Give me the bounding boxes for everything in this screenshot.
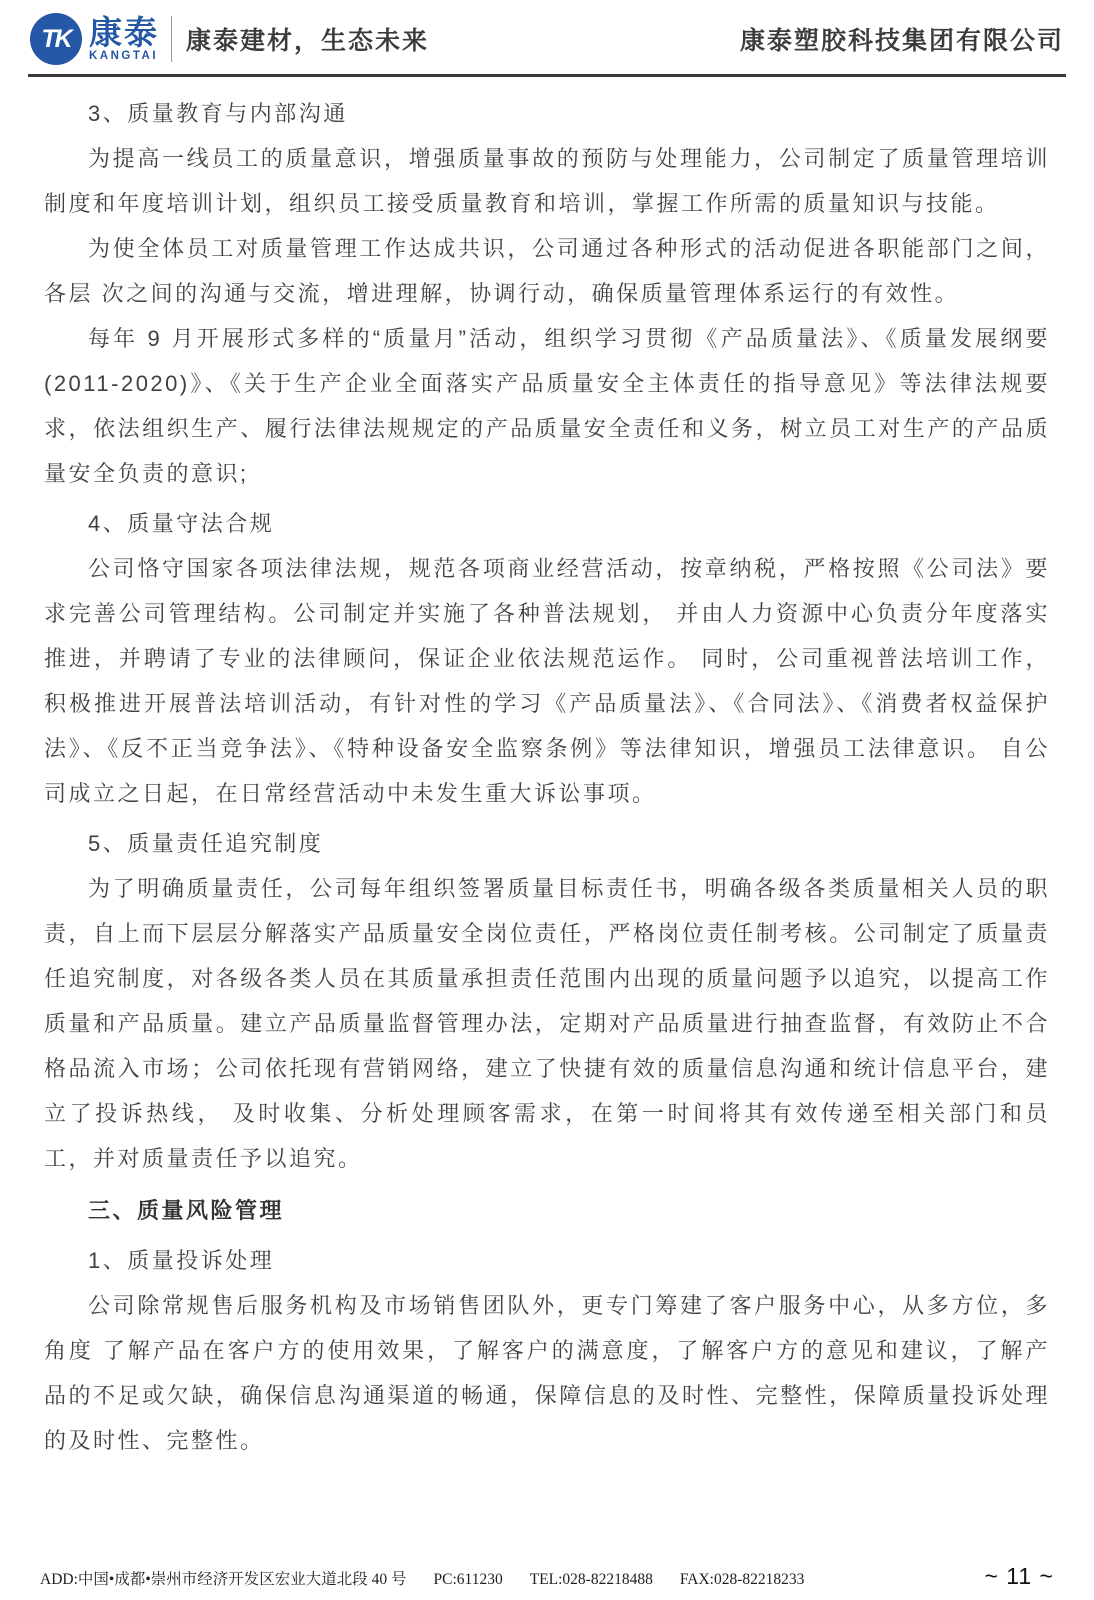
section-heading: 3、质量教育与内部沟通 <box>88 101 348 126</box>
page-footer <box>40 1563 1054 1590</box>
paragraph: 为使全体员工对质量管理工作达成共识，公司通过各种形式的活动促进各职能部门之间，各层 次之间的沟通与交流，增进理解，协调行动，确保质量管理体系运行的有效性。 <box>44 236 1050 306</box>
logo-brand-text <box>89 13 159 63</box>
logo-tk-icon <box>30 13 82 65</box>
logo-divider <box>171 16 172 62</box>
document-body <box>44 91 1050 1463</box>
footer-address: ADD:中国•成都•崇州市经济开发区宏业大道北段 40 号 <box>40 1571 407 1588</box>
section-heading: 1、质量投诉处理 <box>88 1248 275 1273</box>
company-logo <box>30 13 429 65</box>
brand-name-en: KANGTAI <box>89 49 159 62</box>
page-header <box>28 0 1066 77</box>
section-heading: 4、质量守法合规 <box>88 511 275 536</box>
paragraph: 每年 9 月开展形式多样的“质量月”活动，组织学习贯彻《产品质量法》、《质量发展纲要(2011-2020)》、《关于生产企业全面落实产品质量安全主体责任的指导意见》等法律法规要求，依法组织生产、履行法律法规规定的产品质量安全责任和义务，树立员工对生产的产品质量安全负责的意识; <box>44 326 1050 486</box>
footer-postcode: PC:611230 <box>433 1571 503 1588</box>
company-name: 康泰塑胶科技集团有限公司 <box>739 27 1064 55</box>
paragraph: 为了明确质量责任，公司每年组织签署质量目标责任书，明确各级各类质量相关人员的职责，自上而下层层分解落实产品质量安全岗位责任，严格岗位责任制考核。公司制定了质量责任追究制度，对各级各类人员在其质量承担责任范围内出现的质量问题予以追究，以提高工作质量和产品质量。建立产品质量监督管理办法，定期对产品质量进行抽查监督，有效防止不合格品流入市场；公司依托现有营销网络，建立了快捷有效的质量信息沟通和统计信息平台，建立了投诉热线， 及时收集、分析处理顾客需求，在第一时间将其有效传递至相关部门和员工，并对质量责任予以追究。 <box>44 876 1050 1171</box>
footer-fax: FAX:028-82218233 <box>679 1571 805 1588</box>
logo-monogram: TK <box>41 24 71 53</box>
paragraph: 公司恪守国家各项法律法规，规范各项商业经营活动，按章纳税，严格按照《公司法》要求完善公司管理结构。公司制定并实施了各种普法规划， 并由人力资源中心负责分年度落实推进，并聘请了专业的法律顾问，保证企业依法规范运作。 同时，公司重视普法培训工作，积极推进开展普法培训活动，有针对性的学习《产品质量法》、《合同法》、《消费者权益保护法》、《反不正当竞争法》、《特种设备安全监察条例》等法律知识，增强员工法律意识。 自公司成立之日起，在日常经营活动中未发生重大诉讼事项。 <box>44 556 1050 806</box>
section-heading: 5、质量责任追究制度 <box>88 831 324 856</box>
brand-name-cn: 康泰 <box>89 13 159 51</box>
paragraph: 公司除常规售后服务机构及市场销售团队外，更专门筹建了客户服务中心，从多方位，多角度 了解产品在客户方的使用效果，了解客户的满意度，了解客户方的意见和建议，了解产品的不足或欠缺，确保信息沟通渠道的畅通，保障信息的及时性、完整性，保障质量投诉处理的及时性、完整性。 <box>44 1293 1050 1453</box>
section-heading: 三、质量风险管理 <box>88 1198 285 1223</box>
brand-tagline: 康泰建材，生态未来 <box>186 27 430 55</box>
paragraph: 为提高一线员工的质量意识，增强质量事故的预防与处理能力，公司制定了质量管理培训制度和年度培训计划，组织员工接受质量教育和培训，掌握工作所需的质量知识与技能。 <box>44 146 1050 216</box>
footer-tel: TEL:028-82218488 <box>529 1571 653 1588</box>
page-number: ~ 11 ~ <box>984 1563 1054 1589</box>
